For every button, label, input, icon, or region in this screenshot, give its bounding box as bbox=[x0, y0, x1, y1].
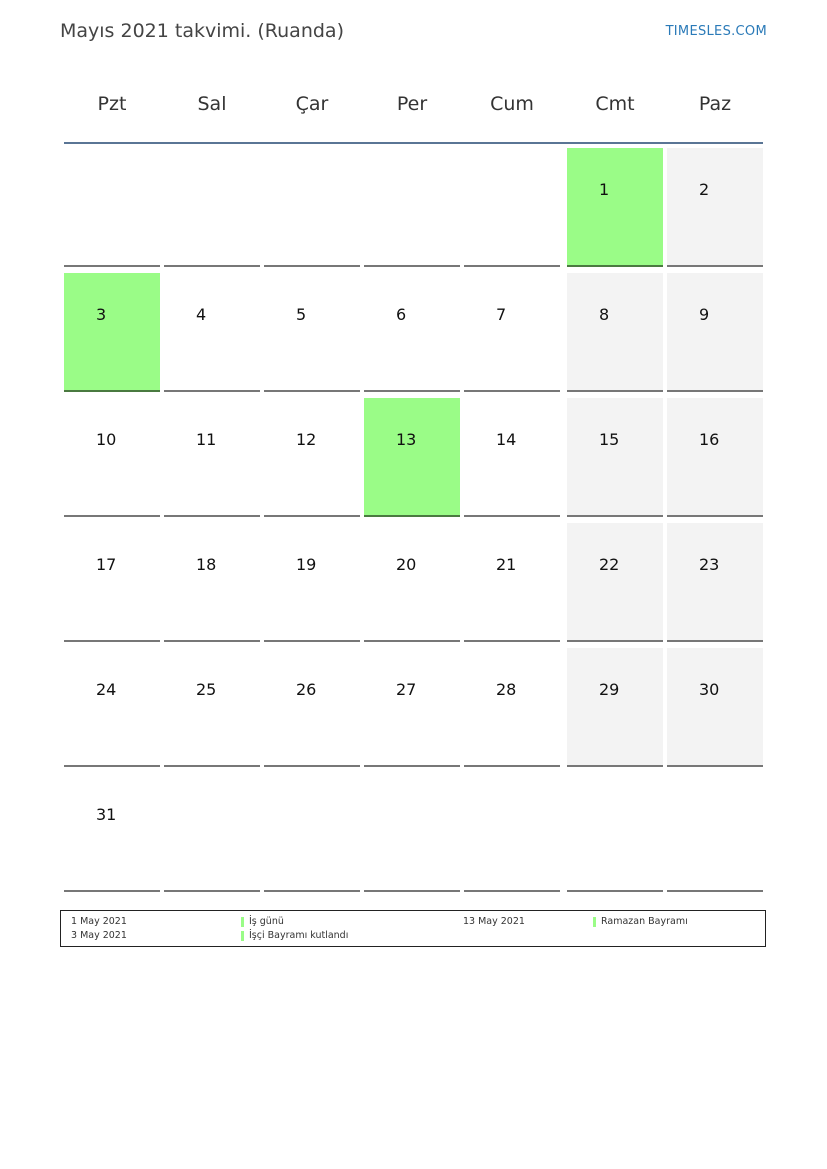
calendar-day[interactable] bbox=[667, 148, 763, 267]
calendar-empty-cell bbox=[164, 148, 260, 267]
day-number: 10 bbox=[96, 430, 117, 449]
weekday-label: Pzt bbox=[97, 93, 127, 115]
calendar-day[interactable] bbox=[567, 273, 663, 392]
weekday-label: Cum bbox=[490, 93, 534, 115]
weekday-header-row bbox=[64, 74, 763, 144]
day-number: 13 bbox=[396, 430, 417, 449]
calendar-day[interactable] bbox=[667, 398, 763, 517]
calendar-week bbox=[64, 269, 763, 394]
calendar-week bbox=[64, 394, 763, 519]
calendar-day[interactable] bbox=[667, 523, 763, 642]
day-number: 12 bbox=[296, 430, 317, 449]
calendar-week bbox=[64, 644, 763, 769]
calendar-day[interactable] bbox=[567, 648, 663, 767]
weekday-label: Sal bbox=[197, 93, 227, 115]
calendar-day[interactable] bbox=[567, 523, 663, 642]
day-number: 27 bbox=[396, 680, 417, 699]
calendar-day[interactable] bbox=[667, 273, 763, 392]
day-number: 30 bbox=[699, 680, 720, 699]
day-number: 23 bbox=[699, 555, 720, 574]
calendar-day[interactable] bbox=[464, 398, 560, 517]
day-number: 24 bbox=[96, 680, 117, 699]
day-number: 9 bbox=[699, 305, 710, 324]
holiday-legend bbox=[60, 910, 766, 947]
calendar-grid bbox=[64, 74, 763, 894]
calendar-empty-cell bbox=[264, 148, 360, 267]
holiday-color-swatch bbox=[593, 917, 596, 927]
calendar-empty-cell bbox=[464, 773, 560, 892]
calendar-day[interactable] bbox=[464, 273, 560, 392]
calendar-day[interactable] bbox=[264, 273, 360, 392]
calendar-empty-cell bbox=[264, 773, 360, 892]
legend-label: İşçi Bayramı kutlandı bbox=[249, 930, 349, 941]
legend-date: 1 May 2021 bbox=[71, 916, 127, 927]
calendar-day[interactable] bbox=[164, 523, 260, 642]
calendar-day[interactable] bbox=[64, 648, 160, 767]
legend-label: İş günü bbox=[249, 916, 284, 927]
calendar-weeks bbox=[64, 144, 763, 894]
calendar-day[interactable] bbox=[567, 398, 663, 517]
calendar-empty-cell bbox=[464, 148, 560, 267]
calendar-day[interactable] bbox=[364, 273, 460, 392]
calendar-day[interactable] bbox=[164, 273, 260, 392]
day-number: 25 bbox=[196, 680, 217, 699]
calendar-day[interactable] bbox=[164, 398, 260, 517]
legend-date: 13 May 2021 bbox=[463, 916, 525, 927]
weekday-label: Paz bbox=[698, 93, 732, 115]
calendar-day[interactable] bbox=[64, 773, 160, 892]
day-number: 14 bbox=[496, 430, 517, 449]
day-number: 3 bbox=[96, 305, 107, 324]
day-number: 5 bbox=[296, 305, 307, 324]
calendar-day[interactable] bbox=[164, 648, 260, 767]
day-number: 6 bbox=[396, 305, 407, 324]
calendar-day-holiday[interactable] bbox=[567, 148, 663, 267]
holiday-color-swatch bbox=[241, 931, 244, 941]
calendar-empty-cell bbox=[364, 148, 460, 267]
page-title: Mayıs 2021 takvimi. (Ruanda) bbox=[60, 20, 344, 42]
day-number: 15 bbox=[599, 430, 620, 449]
calendar-week bbox=[64, 769, 763, 894]
day-number: 26 bbox=[296, 680, 317, 699]
calendar-day[interactable] bbox=[64, 398, 160, 517]
calendar-empty-cell bbox=[567, 773, 663, 892]
calendar-empty-cell bbox=[667, 773, 763, 892]
day-number: 31 bbox=[96, 805, 117, 824]
calendar-day[interactable] bbox=[364, 523, 460, 642]
calendar-day[interactable] bbox=[264, 523, 360, 642]
weekday-label: Cmt bbox=[595, 93, 635, 115]
day-number: 29 bbox=[599, 680, 620, 699]
calendar-day[interactable] bbox=[667, 648, 763, 767]
day-number: 19 bbox=[296, 555, 317, 574]
calendar-day[interactable] bbox=[464, 648, 560, 767]
day-number: 1 bbox=[599, 180, 610, 199]
day-number: 21 bbox=[496, 555, 517, 574]
calendar-day[interactable] bbox=[264, 398, 360, 517]
legend-label: Ramazan Bayramı bbox=[601, 916, 688, 927]
day-number: 16 bbox=[699, 430, 720, 449]
day-number: 2 bbox=[699, 180, 710, 199]
day-number: 17 bbox=[96, 555, 117, 574]
day-number: 22 bbox=[599, 555, 620, 574]
calendar-week bbox=[64, 144, 763, 269]
calendar-empty-cell bbox=[364, 773, 460, 892]
legend-date: 3 May 2021 bbox=[71, 930, 127, 941]
day-number: 18 bbox=[196, 555, 217, 574]
day-number: 28 bbox=[496, 680, 517, 699]
weekday-label: Çar bbox=[295, 93, 329, 115]
day-number: 11 bbox=[196, 430, 217, 449]
calendar-day-holiday[interactable] bbox=[64, 273, 160, 392]
calendar-week bbox=[64, 519, 763, 644]
day-number: 7 bbox=[496, 305, 507, 324]
day-number: 8 bbox=[599, 305, 610, 324]
holiday-color-swatch bbox=[241, 917, 244, 927]
calendar-day-holiday[interactable] bbox=[364, 398, 460, 517]
calendar-empty-cell bbox=[164, 773, 260, 892]
brand-link[interactable]: TIMESLES.COM bbox=[665, 24, 767, 39]
calendar-empty-cell bbox=[64, 148, 160, 267]
calendar-day[interactable] bbox=[264, 648, 360, 767]
calendar-day[interactable] bbox=[464, 523, 560, 642]
day-number: 4 bbox=[196, 305, 207, 324]
day-number: 20 bbox=[396, 555, 417, 574]
calendar-day[interactable] bbox=[64, 523, 160, 642]
calendar-day[interactable] bbox=[364, 648, 460, 767]
weekday-label: Per bbox=[396, 93, 428, 115]
